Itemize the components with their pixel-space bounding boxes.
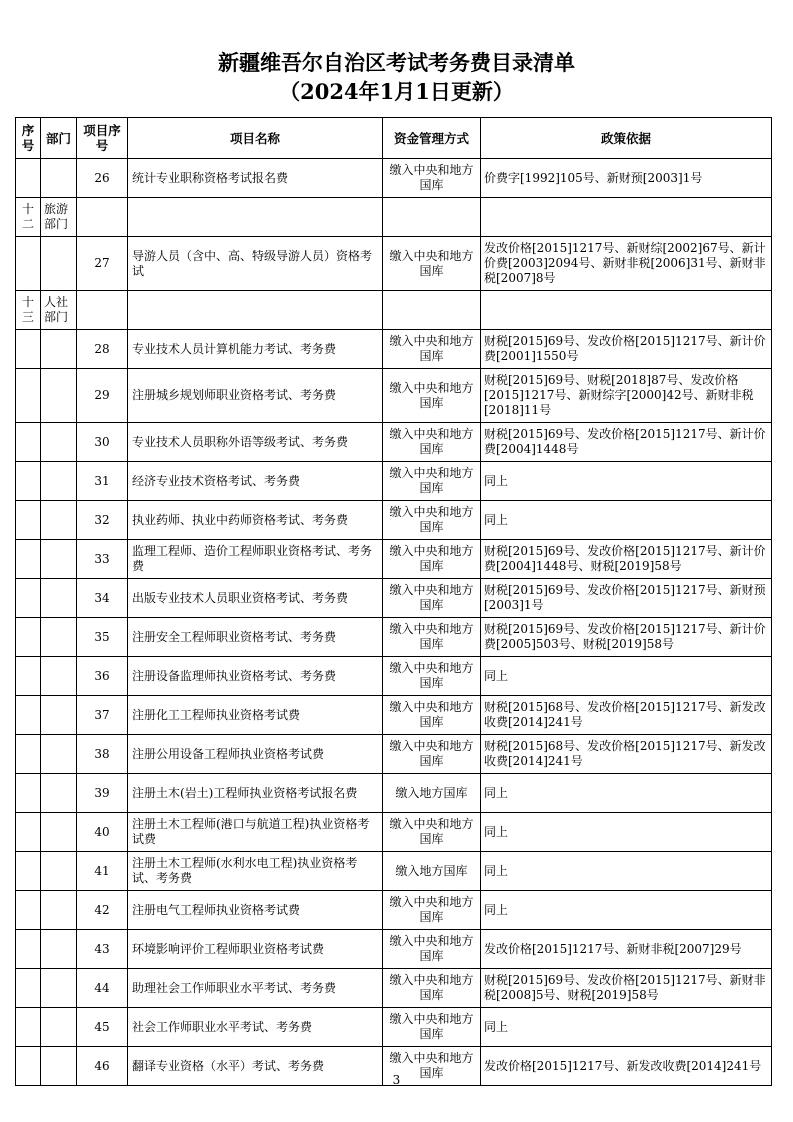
empty-cell xyxy=(41,540,77,579)
empty-cell xyxy=(16,930,41,969)
table-row xyxy=(16,969,772,1008)
item-name: 出版专业技术人员职业资格考试、考务费 xyxy=(128,579,383,618)
table-row xyxy=(16,159,772,198)
empty-cell xyxy=(77,291,128,330)
page-title: 新疆维吾尔自治区考试考务费目录清单 xyxy=(218,50,575,75)
item-number: 32 xyxy=(77,501,128,540)
fund-management: 缴入中央和地方国库 xyxy=(383,891,481,930)
empty-cell xyxy=(16,1008,41,1047)
item-name: 翻译专业资格（水平）考试、考务费 xyxy=(128,1047,383,1086)
empty-cell xyxy=(41,891,77,930)
policy-basis: 财税[2015]69号、发改价格[2015]1217号、新计价费[2001]1550号 xyxy=(481,330,772,369)
fund-management: 缴入中央和地方国库 xyxy=(383,657,481,696)
item-name: 注册土木(岩土)工程师执业资格考试报名费 xyxy=(128,774,383,813)
empty-cell xyxy=(16,159,41,198)
item-number: 26 xyxy=(77,159,128,198)
item-name: 专业技术人员计算机能力考试、考务费 xyxy=(128,330,383,369)
empty-cell xyxy=(41,237,77,291)
fund-management: 缴入地方国库 xyxy=(383,852,481,891)
fund-management: 缴入中央和地方国库 xyxy=(383,969,481,1008)
empty-cell xyxy=(383,291,481,330)
policy-basis: 发改价格[2015]1217号、新财综[2002]67号、新计价费[2003]2094号、新财非税[2006]31号、新财非税[2007]8号 xyxy=(481,237,772,291)
table-row xyxy=(16,330,772,369)
fund-management: 缴入中央和地方国库 xyxy=(383,159,481,198)
item-number: 46 xyxy=(77,1047,128,1086)
policy-basis: 财税[2015]69号、发改价格[2015]1217号、新计价费[2005]503号、财税[2019]58号 xyxy=(481,618,772,657)
section-row xyxy=(16,291,772,330)
empty-cell xyxy=(16,696,41,735)
policy-basis: 同上 xyxy=(481,462,772,501)
policy-basis: 发改价格[2015]1217号、新财非税[2007]29号 xyxy=(481,930,772,969)
section-seq: 十二 xyxy=(16,198,41,237)
item-number: 33 xyxy=(77,540,128,579)
fund-management: 缴入中央和地方国库 xyxy=(383,540,481,579)
table-row xyxy=(16,852,772,891)
policy-basis: 同上 xyxy=(481,501,772,540)
item-name: 助理社会工作师职业水平考试、考务费 xyxy=(128,969,383,1008)
empty-cell xyxy=(16,813,41,852)
item-number: 41 xyxy=(77,852,128,891)
empty-cell xyxy=(383,198,481,237)
table-row xyxy=(16,813,772,852)
policy-basis: 财税[2015]68号、发改价格[2015]1217号、新发改收费[2014]241号 xyxy=(481,696,772,735)
table-row xyxy=(16,618,772,657)
policy-basis: 发改价格[2015]1217号、新发改收费[2014]241号 xyxy=(481,1047,772,1086)
table-row xyxy=(16,501,772,540)
empty-cell xyxy=(41,369,77,423)
fund-management: 缴入中央和地方国库 xyxy=(383,1047,481,1086)
policy-basis: 同上 xyxy=(481,657,772,696)
header-basis: 政策依据 xyxy=(481,118,772,159)
item-name: 注册土木工程师(水利水电工程)执业资格考试、考务费 xyxy=(128,852,383,891)
empty-cell xyxy=(41,579,77,618)
empty-cell xyxy=(16,579,41,618)
fund-management: 缴入中央和地方国库 xyxy=(383,579,481,618)
item-name: 导游人员（含中、高、特级导游人员）资格考试 xyxy=(128,237,383,291)
item-number: 29 xyxy=(77,369,128,423)
policy-basis: 同上 xyxy=(481,852,772,891)
empty-cell xyxy=(41,774,77,813)
table-row xyxy=(16,735,772,774)
table-row xyxy=(16,462,772,501)
empty-cell xyxy=(16,330,41,369)
table-row xyxy=(16,930,772,969)
policy-basis: 同上 xyxy=(481,813,772,852)
empty-cell xyxy=(16,891,41,930)
header-mgmt: 资金管理方式 xyxy=(383,118,481,159)
empty-cell xyxy=(77,198,128,237)
empty-cell xyxy=(16,501,41,540)
item-number: 40 xyxy=(77,813,128,852)
fund-management: 缴入中央和地方国库 xyxy=(383,930,481,969)
empty-cell xyxy=(16,852,41,891)
item-name: 统计专业职称资格考试报名费 xyxy=(128,159,383,198)
header-dept: 部门 xyxy=(41,118,77,159)
empty-cell xyxy=(41,462,77,501)
item-name: 注册化工工程师执业资格考试费 xyxy=(128,696,383,735)
table-row xyxy=(16,774,772,813)
item-name: 注册安全工程师职业资格考试、考务费 xyxy=(128,618,383,657)
fund-management: 缴入中央和地方国库 xyxy=(383,423,481,462)
item-name: 环境影响评价工程师职业资格考试费 xyxy=(128,930,383,969)
policy-basis: 财税[2015]69号、发改价格[2015]1217号、新计价费[2004]1448号、财税[2019]58号 xyxy=(481,540,772,579)
table-row xyxy=(16,237,772,291)
section-dept: 人社部门 xyxy=(41,291,77,330)
fund-management: 缴入中央和地方国库 xyxy=(383,735,481,774)
empty-cell xyxy=(41,1008,77,1047)
table-row xyxy=(16,369,772,423)
item-number: 36 xyxy=(77,657,128,696)
item-number: 39 xyxy=(77,774,128,813)
policy-basis: 价费字[1992]105号、新财预[2003]1号 xyxy=(481,159,772,198)
empty-cell xyxy=(41,696,77,735)
table-header-row xyxy=(16,118,772,159)
empty-cell xyxy=(41,969,77,1008)
policy-basis: 同上 xyxy=(481,1008,772,1047)
section-row xyxy=(16,198,772,237)
fund-management: 缴入中央和地方国库 xyxy=(383,618,481,657)
empty-cell xyxy=(16,657,41,696)
item-name: 注册公用设备工程师执业资格考试费 xyxy=(128,735,383,774)
item-name: 注册城乡规划师职业资格考试、考务费 xyxy=(128,369,383,423)
item-number: 27 xyxy=(77,237,128,291)
table-row xyxy=(16,1008,772,1047)
header-seq: 序号 xyxy=(16,118,41,159)
fund-management: 缴入中央和地方国库 xyxy=(383,696,481,735)
item-name: 专业技术人员职称外语等级考试、考务费 xyxy=(128,423,383,462)
fund-management: 缴入中央和地方国库 xyxy=(383,237,481,291)
empty-cell xyxy=(16,369,41,423)
item-number: 44 xyxy=(77,969,128,1008)
empty-cell xyxy=(16,540,41,579)
empty-cell xyxy=(41,423,77,462)
empty-cell xyxy=(41,501,77,540)
item-number: 35 xyxy=(77,618,128,657)
item-number: 45 xyxy=(77,1008,128,1047)
item-number: 30 xyxy=(77,423,128,462)
item-name: 注册设备监理师执业资格考试、考务费 xyxy=(128,657,383,696)
empty-cell xyxy=(41,852,77,891)
empty-cell xyxy=(41,657,77,696)
table-row xyxy=(16,423,772,462)
policy-basis: 同上 xyxy=(481,774,772,813)
policy-basis: 财税[2015]69号、发改价格[2015]1217号、新计价费[2004]1448号 xyxy=(481,423,772,462)
empty-cell xyxy=(16,462,41,501)
table-row xyxy=(16,696,772,735)
empty-cell xyxy=(128,198,383,237)
item-number: 34 xyxy=(77,579,128,618)
fund-management: 缴入中央和地方国库 xyxy=(383,501,481,540)
item-name: 监理工程师、造价工程师职业资格考试、考务费 xyxy=(128,540,383,579)
policy-basis: 同上 xyxy=(481,891,772,930)
empty-cell xyxy=(41,735,77,774)
fund-management: 缴入中央和地方国库 xyxy=(383,462,481,501)
item-name: 注册土木工程师(港口与航道工程)执业资格考试费 xyxy=(128,813,383,852)
empty-cell xyxy=(41,618,77,657)
header-name: 项目名称 xyxy=(128,118,383,159)
empty-cell xyxy=(16,774,41,813)
table-row xyxy=(16,579,772,618)
item-name: 执业药师、执业中药师资格考试、考务费 xyxy=(128,501,383,540)
empty-cell xyxy=(16,969,41,1008)
empty-cell xyxy=(481,291,772,330)
fund-management: 缴入中央和地方国库 xyxy=(383,813,481,852)
empty-cell xyxy=(16,237,41,291)
empty-cell xyxy=(16,423,41,462)
item-number: 31 xyxy=(77,462,128,501)
fee-table xyxy=(15,117,772,1086)
empty-cell xyxy=(41,159,77,198)
table-row xyxy=(16,657,772,696)
empty-cell xyxy=(41,330,77,369)
page-subtitle: （2024年1月1日更新） xyxy=(279,79,514,104)
item-number: 42 xyxy=(77,891,128,930)
empty-cell xyxy=(41,930,77,969)
policy-basis: 财税[2015]69号、财税[2018]87号、发改价格[2015]1217号、新财综字[2000]42号、新财非税[2018]11号 xyxy=(481,369,772,423)
item-name: 注册电气工程师执业资格考试费 xyxy=(128,891,383,930)
section-seq: 十三 xyxy=(16,291,41,330)
policy-basis: 财税[2015]69号、发改价格[2015]1217号、新财预[2003]1号 xyxy=(481,579,772,618)
fund-management: 缴入中央和地方国库 xyxy=(383,369,481,423)
table-row xyxy=(16,540,772,579)
item-name: 社会工作师职业水平考试、考务费 xyxy=(128,1008,383,1047)
empty-cell xyxy=(16,618,41,657)
policy-basis: 财税[2015]68号、发改价格[2015]1217号、新发改收费[2014]241号 xyxy=(481,735,772,774)
item-number: 28 xyxy=(77,330,128,369)
section-dept: 旅游部门 xyxy=(41,198,77,237)
table-row xyxy=(16,891,772,930)
page-number: 3 xyxy=(392,1073,401,1087)
empty-cell xyxy=(41,813,77,852)
empty-cell xyxy=(16,735,41,774)
policy-basis: 财税[2015]69号、发改价格[2015]1217号、新财非税[2008]5号、财税[2019]58号 xyxy=(481,969,772,1008)
fund-management: 缴入中央和地方国库 xyxy=(383,330,481,369)
fund-management: 缴入中央和地方国库 xyxy=(383,1008,481,1047)
empty-cell xyxy=(128,291,383,330)
item-name: 经济专业技术资格考试、考务费 xyxy=(128,462,383,501)
item-number: 43 xyxy=(77,930,128,969)
item-number: 38 xyxy=(77,735,128,774)
header-item-no: 项目序号 xyxy=(77,118,128,159)
fund-management: 缴入地方国库 xyxy=(383,774,481,813)
empty-cell xyxy=(481,198,772,237)
item-number: 37 xyxy=(77,696,128,735)
